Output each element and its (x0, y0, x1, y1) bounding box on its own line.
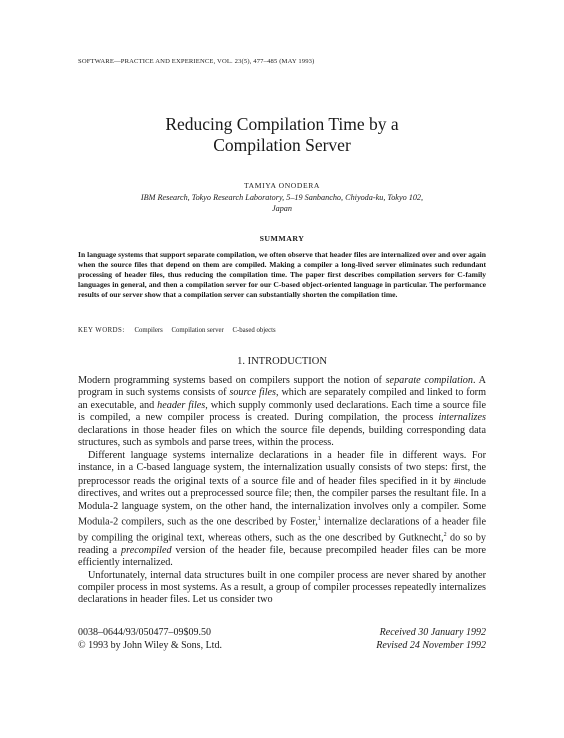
text-run: , which supply commonly used declarations. Each time a source file is compiled, a new compiler process is created. During compilation, the process (78, 399, 486, 424)
received-date: Received 30 January 1992 (379, 627, 486, 638)
keywords-label: KEY WORDS: (78, 327, 125, 334)
italic-run: precompiled (121, 544, 172, 556)
revised-date: Revised 24 November 1992 (376, 639, 486, 651)
keyword-item: C-based objects (232, 327, 276, 334)
italic-run: separate compilation (385, 375, 473, 386)
text-run: Modern programming systems based on compilers support the notion of (78, 375, 386, 386)
text-run: directives, and writes out a preprocessed source file; then, the compiler parses the resultant file. In a Modula-2 language system, on the other hand, the internalization involves only a compiler. Some Modula-2 compilers, such as the one described by Foster, (78, 488, 486, 528)
title-line-1: Reducing Compilation Time by a (165, 114, 399, 134)
italic-run: source files (229, 387, 277, 399)
paragraph (78, 375, 486, 450)
paragraph (78, 450, 486, 570)
keywords (78, 327, 283, 334)
title-line-2: Compilation Server (213, 135, 351, 155)
author-name: TAMIYA ONODERA (244, 181, 320, 190)
italic-run: internalizes (438, 412, 486, 424)
footer-left (78, 627, 222, 652)
copyright: © 1993 by John Wiley & Sons, Ltd. (78, 639, 222, 651)
journal-header: SOFTWARE—PRACTICE AND EXPERIENCE, VOL. 23(5), 477–485 (MAY 1993) (78, 58, 315, 65)
affiliation (100, 192, 464, 214)
article-code: 0038–0644/93/050477–09$09.50 (78, 627, 212, 638)
italic-run: header files (157, 399, 206, 411)
summary-heading: SUMMARY (259, 234, 305, 243)
text-run: internalize declarations of a header file by compiling the original text, whereas others, such as the one described by Gutknecht, (78, 516, 486, 544)
summary-text: In language systems that support separate compilation, we often observe that header files are internalized over and over again when the source files that depend on them are compiled. Making a compiler a long-lived server eliminates such redundant processing of header files, thus reducing the compilation time. The paper first describes compilation servers for C-family languages in general, and then a compilation server for our C-based object-oriented language in particular. The performance results of our server show that a compilation server can substantially shorten the compilation time. (78, 250, 486, 299)
citation-ref: 1 (317, 515, 321, 522)
keyword-item: Compilation server (171, 327, 224, 334)
body-text (78, 375, 486, 607)
affiliation-line-2: Japan (271, 204, 292, 213)
keyword-item: Compilers (134, 327, 163, 334)
text-run: declarations in those header files on which the source file depends, building corresponding data structures, such as symbols and parse trees, within the process. (78, 424, 486, 449)
text-run: Different language systems internalize declarations in a header file in different ways. For instance, in a C-based language system, the internalization usually consists of two steps: first, the preprocessor reads the original texts of a source file and of header files specified in it by (78, 449, 486, 487)
code-run: #include (453, 475, 486, 486)
section-heading: 1. INTRODUCTION (237, 356, 327, 367)
text-run: do so by reading a (78, 532, 486, 556)
citation-ref: 2 (443, 531, 447, 538)
affiliation-line-1: IBM Research, Tokyo Research Laboratory, 5–19 Sanbancho, Chiyoda-ku, Tokyo 102, (140, 193, 424, 202)
paper-title (78, 114, 486, 156)
footer-right (376, 627, 486, 652)
text-run: version of the header file, because precompiled header files can be more efficiently internalized. (78, 544, 486, 569)
text-run: . A program in such systems consists of (78, 375, 486, 399)
paragraph: Unfortunately, internal data structures built in one compiler process are never shared by another compiler process in most systems. As a result, a group of compiler processes repeatedly internalizes declarations in header files. Let us consider two (78, 569, 486, 606)
text-run: , which are separately compiled and linked to form an executable, and (78, 387, 486, 411)
